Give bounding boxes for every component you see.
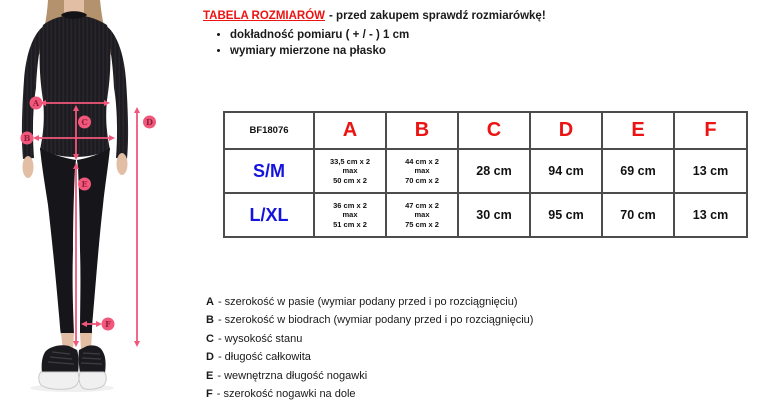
legend-desc: - wysokość stanu bbox=[217, 332, 303, 345]
marker-b-label: B bbox=[23, 133, 31, 143]
cell-line: 47 cm x 2 bbox=[405, 200, 439, 210]
marker-f-arrow-right bbox=[96, 321, 102, 327]
legend-letter: F bbox=[206, 388, 213, 401]
cell-lxl-a bbox=[314, 193, 386, 237]
hand-left bbox=[23, 156, 34, 178]
marker-a-arrow-right bbox=[104, 100, 110, 106]
cell-sm-f: 13 cm bbox=[674, 149, 747, 193]
column-header-d: D bbox=[530, 112, 602, 149]
notes-list bbox=[203, 29, 546, 57]
cell-sm-a bbox=[314, 149, 386, 193]
column-header-b: B bbox=[386, 112, 458, 149]
cell-lxl-d: 95 cm bbox=[530, 193, 602, 237]
cell-sm-b bbox=[386, 149, 458, 193]
cell-line: 50 cm x 2 bbox=[333, 175, 367, 185]
table-header-row bbox=[224, 112, 747, 149]
column-header-c: C bbox=[458, 112, 530, 149]
cell-sm-d: 94 cm bbox=[530, 149, 602, 193]
leggings-right-leg bbox=[77, 148, 110, 334]
note-item: • wymiary mierzone na płasko bbox=[230, 45, 546, 57]
cell-line: 70 cm x 2 bbox=[405, 175, 439, 185]
sneaker-right-upper bbox=[79, 345, 106, 373]
marker-e-arrow-bottom bbox=[73, 341, 79, 347]
measurement-legend bbox=[206, 293, 533, 403]
marker-b-arrow-right bbox=[109, 135, 115, 141]
marker-b-arrow-left bbox=[33, 135, 39, 141]
legend-letter: E bbox=[206, 369, 214, 382]
legend-letter: A bbox=[206, 296, 214, 308]
marker-a-label: A bbox=[32, 98, 40, 108]
cell-sm-e: 69 cm bbox=[602, 149, 674, 193]
legend-desc: - szerokość w pasie (wymiar podany przed i po rozciągnięciu) bbox=[217, 296, 518, 308]
legend-desc: - szerokość nogawki na dole bbox=[216, 388, 356, 401]
cell-lxl-c: 30 cm bbox=[458, 193, 530, 237]
note-item: • dokładność pomiaru ( + / - ) 1 cm bbox=[230, 29, 546, 41]
cell-line: 51 cm x 2 bbox=[333, 219, 367, 229]
cell-line: 36 cm x 2 bbox=[333, 200, 367, 210]
table-row-sm bbox=[224, 149, 747, 193]
size-table bbox=[223, 111, 748, 238]
leggings-left-leg bbox=[40, 148, 76, 334]
legend-item-c bbox=[206, 330, 533, 348]
column-header-e: E bbox=[602, 112, 674, 149]
cell-line: 33,5 cm x 2 bbox=[329, 156, 371, 166]
legend-item-b bbox=[206, 311, 533, 329]
marker-d-label: D bbox=[146, 117, 153, 127]
cell-line: max bbox=[342, 210, 358, 220]
product-code: BF18076 bbox=[224, 112, 314, 149]
legend-item-f bbox=[206, 385, 533, 403]
cell-sm-c: 28 cm bbox=[458, 149, 530, 193]
cell-lxl-b bbox=[386, 193, 458, 237]
model-photo bbox=[0, 0, 180, 413]
legend-item-d bbox=[206, 348, 533, 366]
column-header-a: A bbox=[314, 112, 386, 149]
sneaker-left-upper bbox=[42, 345, 79, 373]
legend-desc: - wewnętrzna długość nogawki bbox=[217, 369, 368, 382]
sneaker-right-sole bbox=[79, 372, 106, 389]
cell-line: max bbox=[342, 166, 358, 176]
cell-line: 75 cm x 2 bbox=[405, 219, 439, 229]
cell-line: 44 cm x 2 bbox=[405, 156, 439, 166]
marker-c-label: C bbox=[81, 117, 88, 127]
legend-item-e bbox=[206, 367, 533, 385]
cell-lxl-f: 13 cm bbox=[674, 193, 747, 237]
page-subtitle: - przed zakupem sprawdź rozmiarówkę! bbox=[329, 10, 546, 22]
marker-d-arrow-bottom bbox=[134, 341, 140, 347]
marker-f-label: F bbox=[105, 319, 111, 329]
marker-c-arrow-bottom bbox=[73, 154, 79, 160]
size-label: L/XL bbox=[224, 193, 314, 237]
cell-line: max bbox=[414, 166, 430, 176]
table-row-lxl bbox=[224, 193, 747, 237]
page-title: TABELA ROZMIARÓW bbox=[203, 10, 326, 22]
legend-item-a bbox=[206, 293, 533, 311]
sweater-torso bbox=[40, 15, 111, 157]
title-line bbox=[203, 10, 546, 22]
marker-d-arrow-top bbox=[134, 107, 140, 113]
marker-e-label: E bbox=[81, 179, 88, 189]
header bbox=[203, 10, 546, 61]
column-header-f: F bbox=[674, 112, 747, 149]
legend-letter: D bbox=[206, 351, 214, 364]
legend-letter: C bbox=[206, 332, 214, 345]
legend-desc: - szerokość w biodrach (wymiar podany przed i po rozciągnięciu) bbox=[217, 314, 534, 327]
sneaker-left-sole bbox=[39, 372, 79, 389]
legend-desc: - długość całkowita bbox=[217, 351, 311, 364]
legend-letter: B bbox=[206, 314, 214, 327]
cell-line: max bbox=[414, 210, 430, 220]
hand-right bbox=[117, 153, 128, 175]
size-label: S/M bbox=[224, 149, 314, 193]
cell-lxl-e: 70 cm bbox=[602, 193, 674, 237]
